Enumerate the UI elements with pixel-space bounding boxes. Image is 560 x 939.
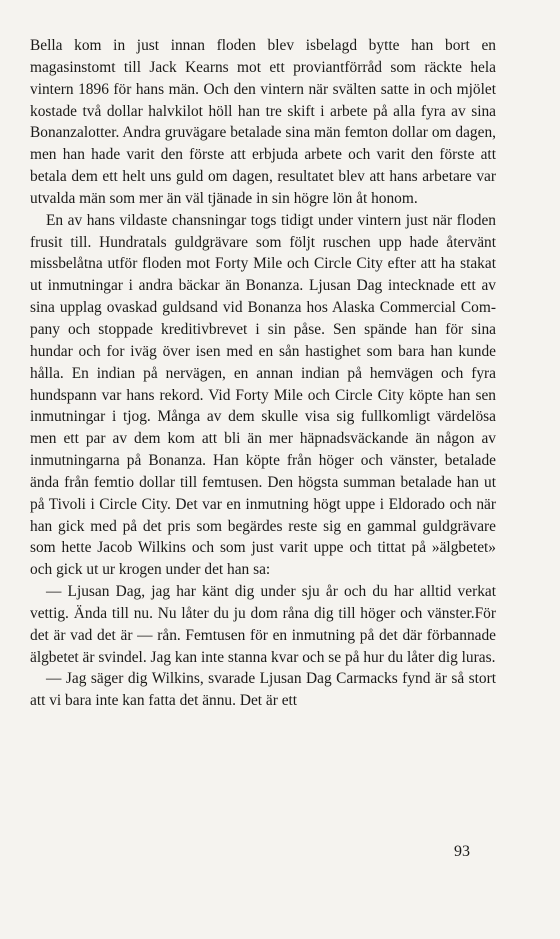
page-number: 93: [454, 843, 470, 860]
paragraph-4: — Jag säger dig Wilkins, svarade Ljusan Dag Carmacks fynd är så stort att vi bara inte kan fatta det ännu. Det är ett: [30, 670, 496, 710]
body-text: [30, 35, 496, 712]
paragraph-1: Bella kom in just innan floden blev isbelagd bytte han bort en magasinstomt till Jack Kearns mot ett proviantförråd som räckte hela vintern 1896 för hans män. Och den vintern när svälten satte in och mjölet kostade två dollar halvkilot höll han tre skift i arbete på alla fyra av sina Bonanzalotter. Andra gruvägare betalade sina män femton dollar om dagen, men han hade varit den förste att erbjuda arbete och varit den förste att betala dem ett helt uns guld om dagen, resultatet blev att hans arbetare var utvalda män som mer än väl tjänade in sin högre lön åt honom.: [30, 37, 496, 207]
paragraph-2: En av hans vildaste chansningar togs tidigt under vintern just när floden frusit till. Hundratals guldgrävare som följt ruschen upp hade återvänt missbelåtna utför floden mot Forty Mile och Circle City efter att ha stakat ut inmutningar i andra bäckar än Bonanza. Ljusan Dag intecknade ett av sina upplag ovaskad guldsand vid Bonanza hos Alaska Commercial Company och stoppade kreditivbrevet i sin påse. Sen spände han för sina hundar och for iväg över isen med en sån hastighet som bara han kunde hålla. En indian på nervägen, en annan indian på hemvägen och fyra hundspann var hans rekord. Vid Forty Mile och Circle City köpte han sen inmutningar i tjog. Många av dem skulle visa sig fullkomligt värdelösa men ett par av dem kom att bli än mer häpnadsväckande än någon av inmutningarna på Bonanza. Han köpte från höger och vänster, betalade ända från femtio dollar till femtusen. Den högsta summan betalade han ut på Tivoli i Circle City. Det var en inmutning högt uppe i Eldorado och när han gick med på det pris som begärdes reste sig en gammal guldgrävare som hette Jacob Wilkins och som just varit uppe och tittat på »älgbetet» och gick ut ur krogen under det han sa:: [30, 211, 496, 579]
paragraph-3: — Ljusan Dag, jag har känt dig under sju år och du har alltid verkat vettig. Ända till nu. Nu låter du ju dom råna dig till höger och vänster.För det är vad det är — rån. Femtusen för en inmutning på det där förbannade älgbetet är svindel. Jag kan inte stanna kvar och se på hur du låter dig luras.: [30, 583, 496, 666]
